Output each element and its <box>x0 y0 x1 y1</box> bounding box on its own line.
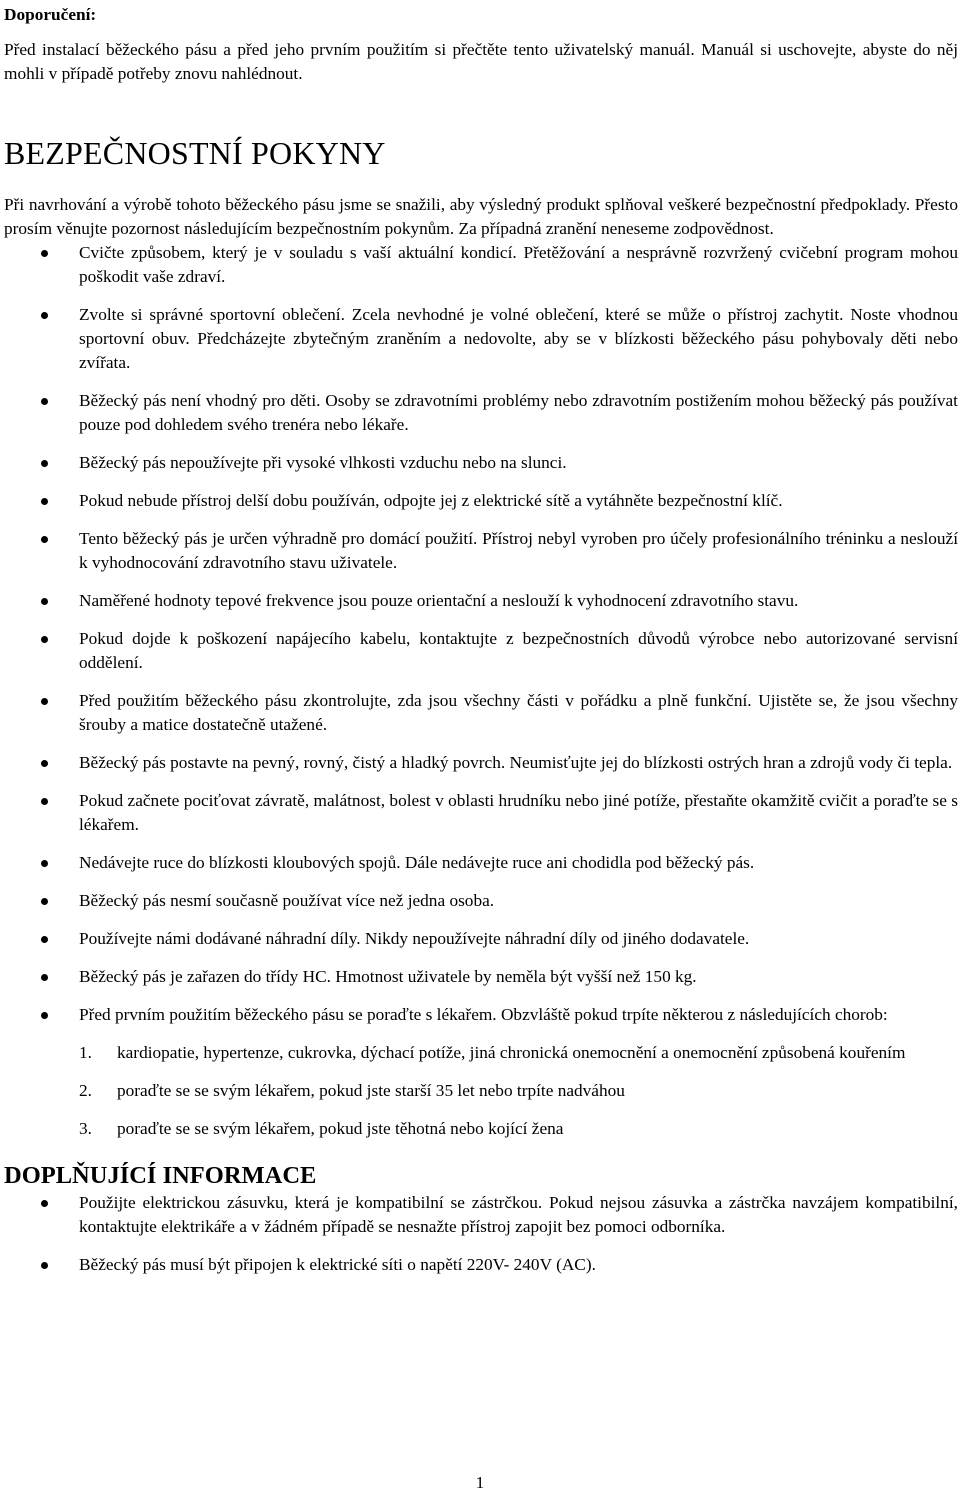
additional-info-heading: DOPLŇUJÍCÍ INFORMACE <box>4 1162 317 1189</box>
recommendation-text: Před instalací běžeckého pásu a před jeho prvním použitím si přečtěte tento uživatelský manuál. Manuál si uschovejte, abyste do něj mohli v případě potřeby znovu nahlédnout. <box>4 40 958 83</box>
bullet-icon <box>41 974 48 981</box>
list-item <box>4 789 958 837</box>
list-item <box>4 689 958 737</box>
condition-item <box>4 1117 958 1141</box>
list-item-text: Běžecký pás je zařazen do třídy HC. Hmotnost uživatele by neměla být vyšší než 150 kg. <box>79 967 697 986</box>
bullet-icon <box>41 798 48 805</box>
list-item-text: Před použitím běžeckého pásu zkontrolujte, zda jsou všechny části v pořádku a plně funkční. Ujistěte se, že jsou všechny šrouby a matice dostatečně utažené. <box>79 691 958 734</box>
list-item <box>4 489 958 513</box>
condition-text: poraďte se se svým lékařem, pokud jste těhotná nebo kojící žena <box>117 1119 564 1138</box>
bullet-icon <box>41 598 48 605</box>
list-item <box>4 927 958 951</box>
list-item <box>4 303 958 375</box>
page-number: 1 <box>475 1473 485 1492</box>
list-item-text: Běžecký pás nesmí současně používat více než jedna osoba. <box>79 891 495 910</box>
list-item-text: Pokud dojde k poškození napájecího kabelu, kontaktujte z bezpečnostních důvodů výrobce nebo autorizované servisní oddělení. <box>79 629 958 672</box>
safety-list <box>4 241 958 1027</box>
list-item-text: Nedávejte ruce do blízkosti kloubových spojů. Dále nedávejte ruce ani chodidla pod běžecký pás. <box>79 853 755 872</box>
list-item-text: Pokud začnete pociťovat závratě, malátnost, bolest v oblasti hrudníku nebo jiné potíže, přestaňte okamžitě cvičit a poraďte se s lékařem. <box>79 791 958 834</box>
list-item <box>4 851 958 875</box>
list-item-text: Pokud nebude přístroj delší dobu používán, odpojte jej z elektrické sítě a vytáhněte bezpečnostní klíč. <box>79 491 783 510</box>
bullet-icon <box>41 1200 48 1207</box>
bullet-icon <box>41 698 48 705</box>
condition-number: 3. <box>79 1119 92 1138</box>
list-item-text: Tento běžecký pás je určen výhradně pro domácí použití. Přístroj nebyl vyroben pro účely profesionálního tréninku a neslouží k vyhodnocování zdravotního stavu uživatele. <box>79 529 958 572</box>
list-item-text: Běžecký pás postavte na pevný, rovný, čistý a hladký povrch. Neumisťujte jej do blízkosti ostrých hran a zdrojů vody či tepla. <box>79 753 953 772</box>
list-item <box>4 1191 958 1239</box>
bullet-icon <box>41 312 48 319</box>
list-item-text: Běžecký pás není vhodný pro děti. Osoby se zdravotními problémy nebo zdravotním postižením mohou běžecký pás používat pouze pod dohledem svého trenéra nebo lékaře. <box>79 391 958 434</box>
safety-intro: Při navrhování a výrobě tohoto běžeckého pásu jsme se snažili, aby výsledný produkt splňoval veškeré bezpečnostní předpoklady. Přesto prosím věnujte pozornost následujícím bezpečnostním pokynům. Za případná zranění neneseme zodpovědnost. <box>4 195 958 238</box>
recommendation-heading: Doporučení: <box>4 5 97 24</box>
list-item <box>4 1253 958 1277</box>
bullet-icon <box>41 898 48 905</box>
list-item <box>4 527 958 575</box>
condition-item <box>4 1079 958 1103</box>
condition-text: poraďte se se svým lékařem, pokud jste starší 35 let nebo trpíte nadváhou <box>117 1081 625 1100</box>
bullet-icon <box>41 1262 48 1269</box>
condition-item <box>4 1041 958 1065</box>
list-item <box>4 389 958 437</box>
bullet-icon <box>41 460 48 467</box>
list-item-text: Zvolte si správné sportovní oblečení. Zcela nevhodné je volné oblečení, které se může o přístroj zachytit. Noste vhodnou sportovní obuv. Předcházejte zbytečným zraněním a nedovolte, aby se v blízkosti běžeckého pásu pohybovaly děti nebo zvířata. <box>79 305 958 372</box>
manual-page <box>4 0 958 1277</box>
condition-number: 2. <box>79 1081 92 1100</box>
condition-number: 1. <box>79 1043 92 1062</box>
list-item <box>4 751 958 775</box>
bullet-icon <box>41 936 48 943</box>
bullet-icon <box>41 636 48 643</box>
bullet-icon <box>41 860 48 867</box>
bullet-icon <box>41 536 48 543</box>
list-item <box>4 451 958 475</box>
list-item-text: Běžecký pás nepoužívejte při vysoké vlhkosti vzduchu nebo na slunci. <box>79 453 567 472</box>
condition-text: kardiopatie, hypertenze, cukrovka, dýchací potíže, jiná chronická onemocnění a onemocnění způsobená kouřením <box>117 1043 906 1062</box>
bullet-icon <box>41 1012 48 1019</box>
list-item-text: Naměřené hodnoty tepové frekvence jsou pouze orientační a neslouží k vyhodnocení zdravotního stavu. <box>79 591 799 610</box>
list-item <box>4 965 958 989</box>
list-item <box>4 1003 958 1027</box>
conditions-list <box>4 1041 958 1141</box>
list-item <box>4 241 958 289</box>
list-item-text: Před prvním použitím běžeckého pásu se poraďte s lékařem. Obzvláště pokud trpíte některou z následujících chorob: <box>79 1005 888 1024</box>
bullet-icon <box>41 760 48 767</box>
bullet-icon <box>41 250 48 257</box>
list-item-text: Používejte námi dodávané náhradní díly. Nikdy nepoužívejte náhradní díly od jiného dodavatele. <box>79 929 750 948</box>
list-item <box>4 889 958 913</box>
additional-info-list <box>4 1191 958 1277</box>
safety-heading: BEZPEČNOSTNÍ POKYNY <box>4 135 386 171</box>
bullet-icon <box>41 498 48 505</box>
list-item <box>4 589 958 613</box>
list-item-text: Běžecký pás musí být připojen k elektrické síti o napětí 220V- 240V (AC). <box>79 1255 596 1274</box>
list-item-text: Cvičte způsobem, který je v souladu s vaší aktuální kondicí. Přetěžování a nesprávně rozvržený cvičební program mohou poškodit vaše zdraví. <box>79 243 958 286</box>
list-item-text: Použijte elektrickou zásuvku, která je kompatibilní se zástrčkou. Pokud nejsou zásuvka a zástrčka navzájem kompatibilní, kontaktujte elektrikáře a v žádném případě se nesnažte přístroj zapojit bez pomoci odborníka. <box>79 1193 958 1236</box>
bullet-icon <box>41 398 48 405</box>
list-item <box>4 627 958 675</box>
